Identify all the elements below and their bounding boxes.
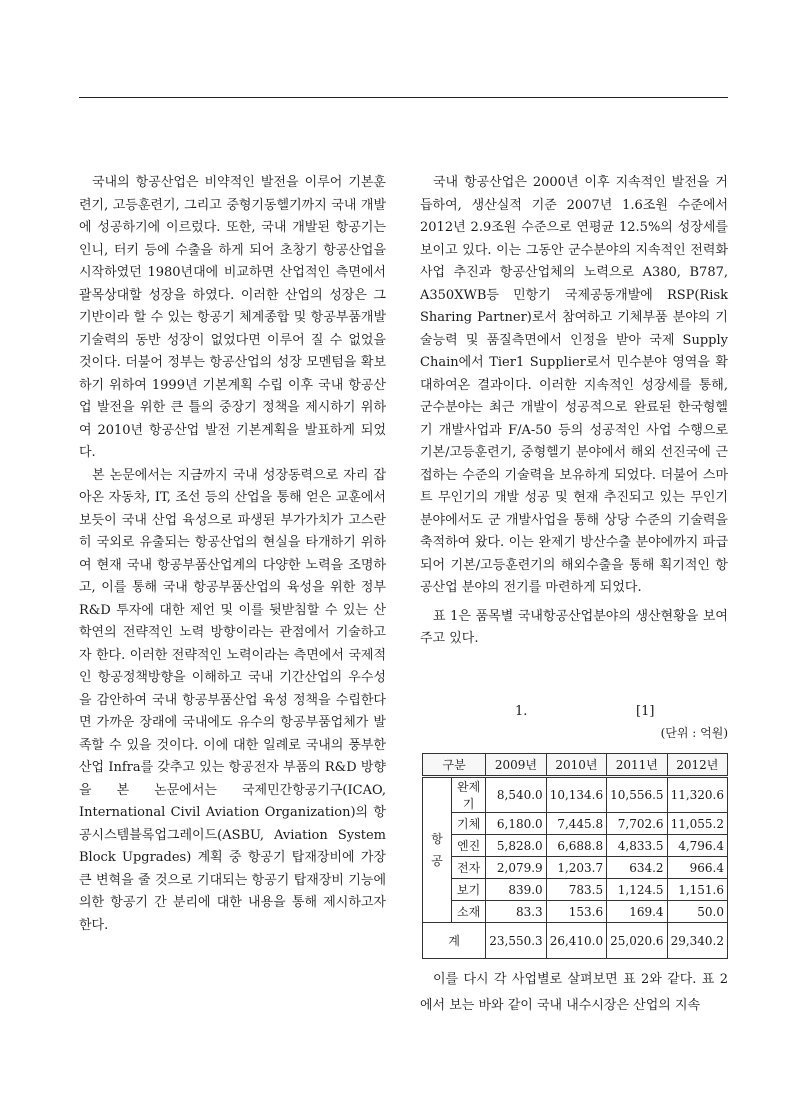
header-cell: 2010년: [546, 754, 606, 777]
value-cell: 7,702.6: [607, 813, 667, 835]
group-label: 항공: [431, 832, 443, 868]
table-row: [423, 813, 728, 835]
table-header-row: [423, 754, 728, 777]
left-column: [79, 172, 386, 937]
value-cell: 50.0: [667, 901, 727, 923]
item-cell: 기체: [452, 813, 486, 835]
group-label-cell: [423, 777, 452, 923]
body-paragraph: 국내의 항공산업은 비약적인 발전을 이루어 기본훈련기, 고등훈련기, 그리고 중형기동헬기까지 국내 개발에 성공하기에 이르렀다. 또한, 국내 개발된 항공기는 인니, 터키 등에 수출을 하게 되어 초창기 항공산업을 시작하였던 1980년대에 비교하면 산업적인 측면에서 괄목상대할 성장을 하였다. 이러한 산업의 성장은 그 기반이라 할 수 있는 항공기 체계종합 및 항공부품개발 기술력의 동반 성장이 없었다면 이루어 질 수 없었을 것이다. 더불어 정부는 항공산업의 성장 모멘텀을 확보하기 위하여 1999년 기본계획 수립 이후 국내 항공산업 발전을 위한 큰 틀의 중장기 정책을 제시하기 위하여 2010년 항공산업 발전 기본계획을 발표하게 되었다.: [79, 175, 386, 460]
value-cell: 4,796.4: [667, 835, 727, 857]
body-paragraph: 본 논문에서는 지금까지 국내 성장동력으로 자리 잡아온 자동차, IT, 조선 등의 산업을 통해 얻은 교훈에서 보듯이 국내 산업 육성으로 파생된 부가가치가 고스란히 국외로 유출되는 항공산업의 현실을 타개하기 위하여 현재 국내 항공부품산업계의 다양한 노력을 조명하고, 이를 통해 국내 항공부품산업의 육성을 위한 정부 R&D 투자에 대한 제언 및 이를 뒷받침할 수 있는 산학연의 전략적인 노력 방향이라는 관점에서 기술하고자 한다. 이러한 전략적인 노력이라는 측면에서 국제적인 항공정책방향을 이해하고 국내 기간산업의 우수성을 감안하여 국내 항공부품산업 육성 정책을 수립한다면 가까운 장래에 국내에도 유수의 항공부품업체가 발족할 수 있을 것이다. 이에 대한 일례로 국내의 풍부한 산업 Infra를 갖추고 있는 항공전자 부품의 R&D 방향을 본 논문에서는 국제민간항공기구(ICAO, International Civil Aviation Organization)의 항공시스템블록업그레이드(ASBU, Aviation System Block Upgrades) 계획 중 항공기 탑재장비에 가장 큰 변혁을 줄 것으로 기대되는 항공기 탑재장비 기능에 의한 항공기 간 분리에 대한 내용을 통해 제시하고자 한다.: [79, 467, 386, 933]
value-cell: 169.4: [607, 901, 667, 923]
item-cell: 보기: [452, 879, 486, 901]
table-row: [423, 777, 728, 813]
value-cell: 839.0: [486, 879, 546, 901]
total-value-cell: 29,340.2: [667, 923, 727, 959]
production-table: [422, 753, 728, 959]
table-row: [423, 879, 728, 901]
right-column: [420, 172, 728, 651]
item-cell: 전자: [452, 857, 486, 879]
after-table-text: [420, 967, 728, 1019]
table-row: [423, 835, 728, 857]
total-value-cell: 25,020.6: [607, 923, 667, 959]
table-caption-reference: [1]: [636, 704, 655, 719]
header-rule: [79, 97, 728, 98]
body-paragraph: 표 1은 품목별 국내항공산업분야의 생산현황을 보여주고 있다.: [420, 608, 728, 646]
total-value-cell: 26,410.0: [546, 923, 606, 959]
table-total-row: [423, 923, 728, 959]
value-cell: 153.6: [546, 901, 606, 923]
value-cell: 2,079.9: [486, 857, 546, 879]
value-cell: 966.4: [667, 857, 727, 879]
value-cell: 7,445.8: [546, 813, 606, 835]
value-cell: 8,540.0: [486, 777, 546, 813]
value-cell: 10,556.5: [607, 777, 667, 813]
table-row: [423, 857, 728, 879]
header-cell: 구분: [423, 754, 486, 777]
value-cell: 634.2: [607, 857, 667, 879]
item-cell: 소재: [452, 901, 486, 923]
body-paragraph: 이를 다시 각 사업별로 살펴보면 표 2와 같다. 표 2에서 보는 바와 같이 국내 내수시장은 산업의 지속: [420, 972, 728, 1013]
header-cell: 2012년: [667, 754, 727, 777]
value-cell: 783.5: [546, 879, 606, 901]
total-label-cell: 계: [423, 923, 486, 959]
table-unit: (단위 : 억원): [660, 726, 728, 740]
value-cell: 4,833.5: [607, 835, 667, 857]
header-cell: 2009년: [486, 754, 546, 777]
total-value-cell: 23,550.3: [486, 923, 546, 959]
header-cell: 2011년: [607, 754, 667, 777]
table-caption-number: 1.: [515, 704, 528, 719]
body-paragraph: 국내 항공산업은 2000년 이후 지속적인 발전을 거듭하여, 생산실적 기준 2007년 1.6조원 수준에서 2012년 2.9조원 수준으로 연평균 12.5%의 성장세를 보이고 있다. 이는 그동안 군수분야의 지속적인 전력화 사업 추진과 항공산업체의 노력으로 A380, B787, A350XWB등 민항기 국제공동개발에 RSP(Risk Sharing Partner)로서 참여하고 기체부품 분야의 기술능력 및 품질측면에서 인정을 받아 국제 Supply Chain에서 Tier1 Supplier로서 민수분야 영역을 확대하여온 결과이다. 이러한 지속적인 성장세를 통해, 군수분야는 최근 개발이 성공적으로 완료된 한국형헬기 개발사업과 F/A-50 등의 성공적인 사업 수행으로 기본/고등훈련기, 중형헬기 분야에서 해외 선진국에 근접하는 수준의 기술력을 보유하게 되었다. 더불어 스마트 무인기의 개발 성공 및 현재 추진되고 있는 무인기 분야에서도 군 개발사업을 통해 상당 수준의 기술력을 축적하여 왔다. 이는 완제기 방산수출 분야에까지 파급되어 기본/고등훈련기의 해외수출을 통해 획기적인 항공산업 분야의 전기를 마련하게 되었다.: [420, 175, 728, 595]
item-cell: 완제기: [452, 777, 486, 813]
value-cell: 6,180.0: [486, 813, 546, 835]
value-cell: 10,134.6: [546, 777, 606, 813]
value-cell: 11,320.6: [667, 777, 727, 813]
table-row: [423, 901, 728, 923]
value-cell: 11,055.2: [667, 813, 727, 835]
item-cell: 엔진: [452, 835, 486, 857]
value-cell: 1,151.6: [667, 879, 727, 901]
value-cell: 1,124.5: [607, 879, 667, 901]
value-cell: 83.3: [486, 901, 546, 923]
value-cell: 1,203.7: [546, 857, 606, 879]
value-cell: 6,688.8: [546, 835, 606, 857]
value-cell: 5,828.0: [486, 835, 546, 857]
